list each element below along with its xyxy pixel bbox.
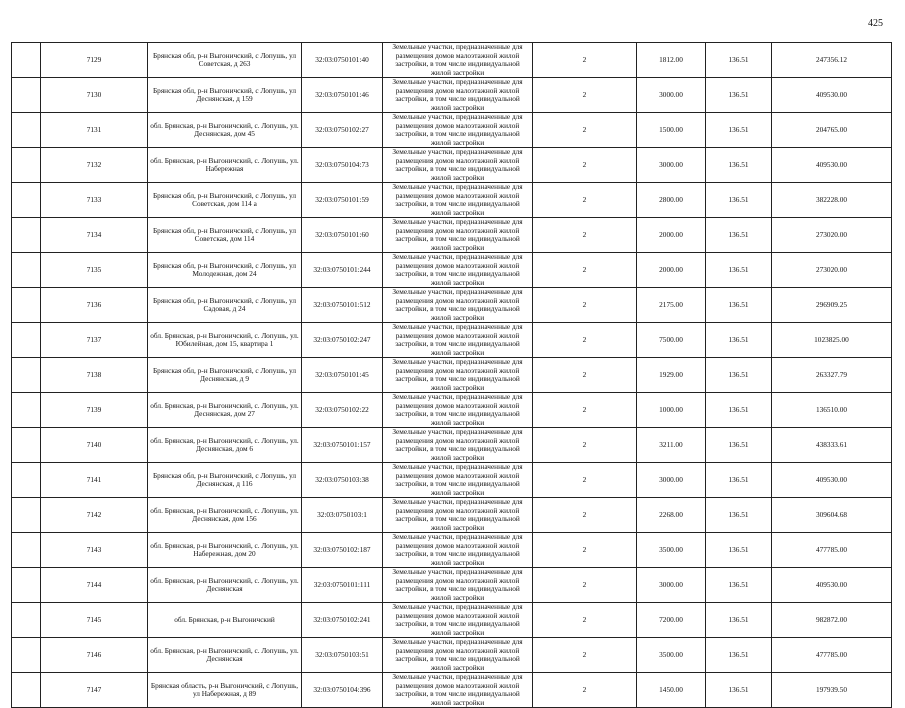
page-number: 425 [868, 18, 883, 29]
cadastral-number-cell: 32:03:0750103:51 [302, 638, 383, 673]
blank-cell [12, 323, 41, 358]
group-cell: 2 [533, 393, 637, 428]
blank-cell [12, 568, 41, 603]
area-cell: 2175.00 [637, 288, 706, 323]
specific-value-cell: 136.51 [706, 183, 772, 218]
cadastral-number-cell: 32:03:0750104:73 [302, 148, 383, 183]
group-cell: 2 [533, 78, 637, 113]
table-row [12, 638, 892, 673]
address-cell: обл. Брянская, р-н Выгоничский, с. Лопушь, ул. Деснянская, дом 45 [148, 113, 302, 148]
blank-cell [12, 148, 41, 183]
cadastral-value-cell: 982872.00 [772, 603, 892, 638]
area-cell: 2000.00 [637, 253, 706, 288]
cadastral-number-cell: 32:03:0750103:38 [302, 463, 383, 498]
land-purpose-cell: Земельные участки, предназначенные для размещения домов малоэтажной жилой застройки, в том числе индивидуальной жилой застройки [383, 218, 533, 253]
cadastral-value-cell: 273020.00 [772, 218, 892, 253]
specific-value-cell: 136.51 [706, 218, 772, 253]
row-number: 7142 [41, 498, 148, 533]
group-cell: 2 [533, 533, 637, 568]
specific-value-cell: 136.51 [706, 288, 772, 323]
table-row [12, 113, 892, 148]
land-purpose-cell: Земельные участки, предназначенные для размещения домов малоэтажной жилой застройки, в том числе индивидуальной жилой застройки [383, 323, 533, 358]
land-purpose-cell: Земельные участки, предназначенные для размещения домов малоэтажной жилой застройки, в том числе индивидуальной жилой застройки [383, 603, 533, 638]
specific-value-cell: 136.51 [706, 113, 772, 148]
cadastral-number-cell: 32:03:0750101:46 [302, 78, 383, 113]
cadastral-value-cell: 409530.00 [772, 463, 892, 498]
land-purpose-cell: Земельные участки, предназначенные для размещения домов малоэтажной жилой застройки, в том числе индивидуальной жилой застройки [383, 463, 533, 498]
specific-value-cell: 136.51 [706, 148, 772, 183]
group-cell: 2 [533, 603, 637, 638]
address-cell: Брянская обл, р-н Выгоничский, с Лопушь, ул Деснянская, д 9 [148, 358, 302, 393]
cadastral-number-cell: 32:03:0750101:111 [302, 568, 383, 603]
cadastral-number-cell: 32:03:0750102:241 [302, 603, 383, 638]
table-row [12, 393, 892, 428]
cadastral-number-cell: 32:03:0750101:60 [302, 218, 383, 253]
area-cell: 7200.00 [637, 603, 706, 638]
blank-cell [12, 358, 41, 393]
land-purpose-cell: Земельные участки, предназначенные для размещения домов малоэтажной жилой застройки, в том числе индивидуальной жилой застройки [383, 568, 533, 603]
group-cell: 2 [533, 43, 637, 78]
cadastral-value-cell: 296909.25 [772, 288, 892, 323]
land-purpose-cell: Земельные участки, предназначенные для размещения домов малоэтажной жилой застройки, в том числе индивидуальной жилой застройки [383, 183, 533, 218]
table-row [12, 288, 892, 323]
row-number: 7132 [41, 148, 148, 183]
specific-value-cell: 136.51 [706, 428, 772, 463]
address-cell: обл. Брянская, р-н Выгоничский, с. Лопушь, ул. Юбилейная, дом 15, квартира 1 [148, 323, 302, 358]
land-purpose-cell: Земельные участки, предназначенные для размещения домов малоэтажной жилой застройки, в том числе индивидуальной жилой застройки [383, 638, 533, 673]
specific-value-cell: 136.51 [706, 498, 772, 533]
area-cell: 3000.00 [637, 463, 706, 498]
cadastral-number-cell: 32:03:0750102:247 [302, 323, 383, 358]
blank-cell [12, 428, 41, 463]
blank-cell [12, 603, 41, 638]
cadastral-number-cell: 32:03:0750101:512 [302, 288, 383, 323]
table-row [12, 183, 892, 218]
specific-value-cell: 136.51 [706, 603, 772, 638]
group-cell: 2 [533, 498, 637, 533]
address-cell: Брянская обл, р-н Выгоничский, с Лопушь, ул Советская, дом 114 а [148, 183, 302, 218]
cadastral-value-cell: 409530.00 [772, 568, 892, 603]
land-purpose-cell: Земельные участки, предназначенные для размещения домов малоэтажной жилой застройки, в том числе индивидуальной жилой застройки [383, 288, 533, 323]
specific-value-cell: 136.51 [706, 673, 772, 708]
blank-cell [12, 253, 41, 288]
blank-cell [12, 498, 41, 533]
row-number: 7144 [41, 568, 148, 603]
blank-cell [12, 43, 41, 78]
cadastral-number-cell: 32:03:0750101:244 [302, 253, 383, 288]
area-cell: 2268.00 [637, 498, 706, 533]
land-purpose-cell: Земельные участки, предназначенные для размещения домов малоэтажной жилой застройки, в том числе индивидуальной жилой застройки [383, 358, 533, 393]
address-cell: Брянская обл, р-н Выгоничский, с Лопушь, ул Деснянская, д 159 [148, 78, 302, 113]
blank-cell [12, 638, 41, 673]
group-cell: 2 [533, 638, 637, 673]
blank-cell [12, 218, 41, 253]
area-cell: 3500.00 [637, 638, 706, 673]
area-cell: 1929.00 [637, 358, 706, 393]
cadastral-value-cell: 273020.00 [772, 253, 892, 288]
address-cell: Брянская обл, р-н Выгоничский, с Лопушь, ул Советская, дом 114 [148, 218, 302, 253]
row-number: 7138 [41, 358, 148, 393]
table-row [12, 568, 892, 603]
land-purpose-cell: Земельные участки, предназначенные для размещения домов малоэтажной жилой застройки, в том числе индивидуальной жилой застройки [383, 533, 533, 568]
row-number: 7136 [41, 288, 148, 323]
group-cell: 2 [533, 183, 637, 218]
land-purpose-cell: Земельные участки, предназначенные для размещения домов малоэтажной жилой застройки, в том числе индивидуальной жилой застройки [383, 673, 533, 708]
row-number: 7139 [41, 393, 148, 428]
land-purpose-cell: Земельные участки, предназначенные для размещения домов малоэтажной жилой застройки, в том числе индивидуальной жилой застройки [383, 78, 533, 113]
cadastral-number-cell: 32:03:0750102:27 [302, 113, 383, 148]
address-cell: Брянская область, р-н Выгоничский, с Лопушь, ул Набережная, д 89 [148, 673, 302, 708]
specific-value-cell: 136.51 [706, 43, 772, 78]
address-cell: обл. Брянская, р-н Выгоничский, с. Лопушь, ул. Деснянская, дом 27 [148, 393, 302, 428]
address-cell: обл. Брянская, р-н Выгоничский, с. Лопушь, ул. Набережная, дом 20 [148, 533, 302, 568]
cadastral-value-cell: 438333.61 [772, 428, 892, 463]
table-row [12, 253, 892, 288]
group-cell: 2 [533, 568, 637, 603]
address-cell: обл. Брянская, р-н Выгоничский, с. Лопушь, ул. Деснянская [148, 568, 302, 603]
blank-cell [12, 113, 41, 148]
area-cell: 1450.00 [637, 673, 706, 708]
group-cell: 2 [533, 323, 637, 358]
table-row [12, 463, 892, 498]
address-cell: обл. Брянская, р-н Выгоничский [148, 603, 302, 638]
area-cell: 3000.00 [637, 568, 706, 603]
row-number: 7135 [41, 253, 148, 288]
land-purpose-cell: Земельные участки, предназначенные для размещения домов малоэтажной жилой застройки, в том числе индивидуальной жилой застройки [383, 148, 533, 183]
cadastral-value-cell: 136510.00 [772, 393, 892, 428]
area-cell: 7500.00 [637, 323, 706, 358]
address-cell: обл. Брянская, р-н Выгоничский, с. Лопушь, ул. Набережная [148, 148, 302, 183]
area-cell: 3000.00 [637, 78, 706, 113]
specific-value-cell: 136.51 [706, 78, 772, 113]
address-cell: Брянская обл, р-н Выгоничский, с Лопушь, ул Советская, д 263 [148, 43, 302, 78]
row-number: 7131 [41, 113, 148, 148]
table-body [12, 43, 892, 708]
blank-cell [12, 463, 41, 498]
address-cell: обл. Брянская, р-н Выгоничский, с. Лопушь, ул. Деснянская, дом 6 [148, 428, 302, 463]
address-cell: обл. Брянская, р-н Выгоничский, с. Лопушь, ул. Деснянская [148, 638, 302, 673]
table-row [12, 78, 892, 113]
cadastral-value-cell: 309604.68 [772, 498, 892, 533]
row-number: 7143 [41, 533, 148, 568]
area-cell: 3500.00 [637, 533, 706, 568]
specific-value-cell: 136.51 [706, 533, 772, 568]
land-purpose-cell: Земельные участки, предназначенные для размещения домов малоэтажной жилой застройки, в том числе индивидуальной жилой застройки [383, 43, 533, 78]
cadastral-number-cell: 32:03:0750103:1 [302, 498, 383, 533]
cadastral-value-cell: 382228.00 [772, 183, 892, 218]
table-row [12, 428, 892, 463]
cadastral-number-cell: 32:03:0750101:45 [302, 358, 383, 393]
row-number: 7145 [41, 603, 148, 638]
specific-value-cell: 136.51 [706, 393, 772, 428]
table-row [12, 673, 892, 708]
specific-value-cell: 136.51 [706, 358, 772, 393]
row-number: 7141 [41, 463, 148, 498]
area-cell: 3000.00 [637, 148, 706, 183]
table-row [12, 498, 892, 533]
group-cell: 2 [533, 253, 637, 288]
cadastral-number-cell: 32:03:0750102:187 [302, 533, 383, 568]
cadastral-number-cell: 32:03:0750101:157 [302, 428, 383, 463]
table-row [12, 218, 892, 253]
land-purpose-cell: Земельные участки, предназначенные для размещения домов малоэтажной жилой застройки, в том числе индивидуальной жилой застройки [383, 253, 533, 288]
area-cell: 1000.00 [637, 393, 706, 428]
address-cell: Брянская обл, р-н Выгоничский, с Лопушь, ул Садовая, д 24 [148, 288, 302, 323]
blank-cell [12, 288, 41, 323]
group-cell: 2 [533, 113, 637, 148]
blank-cell [12, 78, 41, 113]
specific-value-cell: 136.51 [706, 568, 772, 603]
row-number: 7146 [41, 638, 148, 673]
cadastral-value-cell: 477785.00 [772, 533, 892, 568]
table-row [12, 148, 892, 183]
group-cell: 2 [533, 288, 637, 323]
row-number: 7134 [41, 218, 148, 253]
row-number: 7147 [41, 673, 148, 708]
land-registry-table [11, 42, 892, 708]
group-cell: 2 [533, 218, 637, 253]
row-number: 7140 [41, 428, 148, 463]
specific-value-cell: 136.51 [706, 638, 772, 673]
cadastral-value-cell: 409530.00 [772, 148, 892, 183]
specific-value-cell: 136.51 [706, 323, 772, 358]
land-purpose-cell: Земельные участки, предназначенные для размещения домов малоэтажной жилой застройки, в том числе индивидуальной жилой застройки [383, 498, 533, 533]
cadastral-value-cell: 477785.00 [772, 638, 892, 673]
address-cell: Брянская обл, р-н Выгоничский, с Лопушь, ул Деснянская, д 116 [148, 463, 302, 498]
area-cell: 1812.00 [637, 43, 706, 78]
specific-value-cell: 136.51 [706, 253, 772, 288]
table-row [12, 43, 892, 78]
specific-value-cell: 136.51 [706, 463, 772, 498]
table-row [12, 323, 892, 358]
group-cell: 2 [533, 673, 637, 708]
area-cell: 3211.00 [637, 428, 706, 463]
table-row [12, 533, 892, 568]
area-cell: 2000.00 [637, 218, 706, 253]
table-row [12, 603, 892, 638]
cadastral-value-cell: 204765.00 [772, 113, 892, 148]
cadastral-value-cell: 263327.79 [772, 358, 892, 393]
cadastral-number-cell: 32:03:0750102:22 [302, 393, 383, 428]
row-number: 7133 [41, 183, 148, 218]
cadastral-number-cell: 32:03:0750104:396 [302, 673, 383, 708]
row-number: 7137 [41, 323, 148, 358]
address-cell: Брянская обл, р-н Выгоничский, с Лопушь, ул Молодежная, дом 24 [148, 253, 302, 288]
group-cell: 2 [533, 148, 637, 183]
row-number: 7130 [41, 78, 148, 113]
blank-cell [12, 533, 41, 568]
cadastral-value-cell: 1023825.00 [772, 323, 892, 358]
area-cell: 2800.00 [637, 183, 706, 218]
group-cell: 2 [533, 428, 637, 463]
address-cell: обл. Брянская, р-н Выгоничский, с. Лопушь, ул. Деснянская, дом 156 [148, 498, 302, 533]
group-cell: 2 [533, 463, 637, 498]
cadastral-value-cell: 409530.00 [772, 78, 892, 113]
cadastral-value-cell: 247356.12 [772, 43, 892, 78]
land-purpose-cell: Земельные участки, предназначенные для размещения домов малоэтажной жилой застройки, в том числе индивидуальной жилой застройки [383, 113, 533, 148]
row-number: 7129 [41, 43, 148, 78]
blank-cell [12, 393, 41, 428]
cadastral-value-cell: 197939.50 [772, 673, 892, 708]
blank-cell [12, 673, 41, 708]
cadastral-number-cell: 32:03:0750101:59 [302, 183, 383, 218]
group-cell: 2 [533, 358, 637, 393]
cadastral-number-cell: 32:03:0750101:40 [302, 43, 383, 78]
land-purpose-cell: Земельные участки, предназначенные для размещения домов малоэтажной жилой застройки, в том числе индивидуальной жилой застройки [383, 393, 533, 428]
table-row [12, 358, 892, 393]
area-cell: 1500.00 [637, 113, 706, 148]
land-purpose-cell: Земельные участки, предназначенные для размещения домов малоэтажной жилой застройки, в том числе индивидуальной жилой застройки [383, 428, 533, 463]
blank-cell [12, 183, 41, 218]
